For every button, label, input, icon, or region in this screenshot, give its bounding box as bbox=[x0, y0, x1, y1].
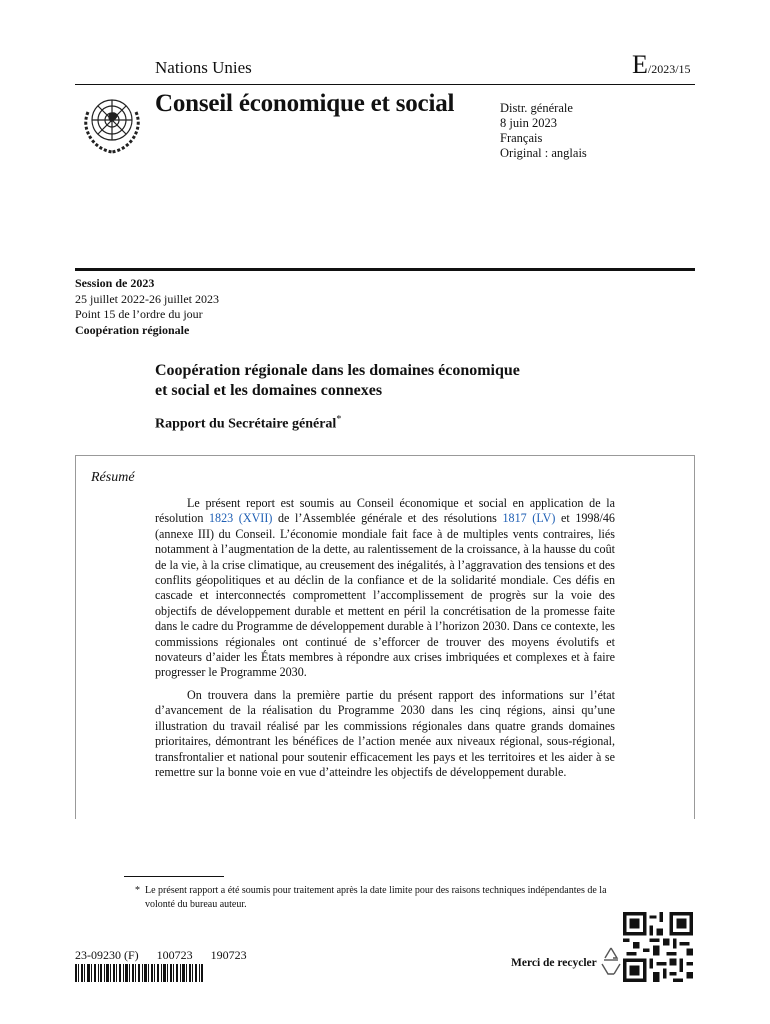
title-line: Coopération régionale dans les domaines économique bbox=[155, 362, 520, 379]
summary-paragraph bbox=[155, 496, 615, 681]
recycle-text: Merci de recycler bbox=[511, 957, 597, 969]
session-title: Session de 2023 bbox=[75, 276, 155, 290]
distribution-line: Original : anglais bbox=[500, 146, 587, 160]
date-stamp: 100723 bbox=[156, 948, 193, 962]
distribution-line: Français bbox=[500, 131, 543, 145]
resolution-link[interactable]: 1817 (LV) bbox=[502, 511, 556, 526]
footnote bbox=[135, 884, 615, 912]
session-rule bbox=[75, 268, 695, 271]
summary-paragraph: On trouvera dans la première partie du présent rapport des informations sur l’état d’avancement de la réalisation du Programme 2030 dans les cinq régions, ainsi qu’une illustration du travail réalisé par les commissions régionales dans quatre grands domaines prioritaires, démontrant les bénéfices de l’action menée aux niveaux régional, sous-régional, transfrontalier et national pour soutenir efficacement les pays et les territoires et les aider à se remettre sur la bonne voie en vue d’atteindre les objectifs de développement durable. bbox=[155, 687, 615, 779]
footnote-mark: * bbox=[135, 885, 140, 896]
agenda-topic: Coopération régionale bbox=[75, 322, 190, 337]
session-block bbox=[75, 276, 219, 338]
recycle-icon bbox=[598, 944, 624, 978]
job-number: 23-09230 (F) bbox=[75, 948, 139, 962]
council-title: Conseil économique et social bbox=[155, 90, 455, 117]
date-stamp: 190723 bbox=[210, 948, 247, 962]
subtitle-text: Rapport du Secrétaire général bbox=[155, 416, 337, 432]
document-subtitle bbox=[155, 414, 341, 433]
header-rule bbox=[75, 84, 695, 85]
session-dates: 25 juillet 2022-26 juillet 2023 bbox=[75, 291, 219, 306]
un-emblem-icon bbox=[78, 90, 146, 158]
text-run: de l’Assemblée générale et des résolutions bbox=[272, 511, 503, 526]
footnote-text: Le présent rapport a été soumis pour traitement après la date limite pour des raisons techniques indépendantes de la volonté du bureau auteur. bbox=[145, 885, 607, 910]
distribution-line: 8 juin 2023 bbox=[500, 116, 557, 130]
text-run: Le présent report est soumis au Conseil économique et social en application de la résolution bbox=[155, 496, 615, 526]
summary-heading: Résumé bbox=[91, 470, 135, 485]
agenda-item: Point 15 de l’ordre du jour bbox=[75, 307, 203, 321]
document-title bbox=[155, 361, 625, 401]
job-number-line bbox=[75, 948, 265, 963]
footnote-reference: * bbox=[336, 414, 342, 425]
distribution-line: Distr. générale bbox=[500, 101, 573, 115]
document-symbol bbox=[632, 50, 691, 80]
qr-code-icon bbox=[623, 912, 693, 982]
barcode-icon bbox=[75, 964, 203, 982]
footnote-rule bbox=[124, 876, 224, 877]
distribution-block bbox=[500, 101, 587, 161]
symbol-prefix: E bbox=[632, 50, 648, 79]
summary-text bbox=[155, 496, 615, 787]
symbol-suffix: /2023/15 bbox=[647, 62, 691, 76]
title-line: et social et les domaines connexes bbox=[155, 382, 383, 399]
org-name: Nations Unies bbox=[155, 58, 252, 77]
text-run: et 1998/46 (annexe III) du Conseil. L’économie mondiale fait face à de multiples vents contraires, liés notamment à l’augmentation de la dette, au ralentissement de la croissance, à la hausse du coût de la vie, à la crise climatique, au creusement des inégalités, à l’aggravation des tensions et des conflits géopolitiques et au déclin de la confiance et de la solidarité mondiale. Ces défis en cascade et interconnectés compromettent l’accomplissement de progrès sur la voie des objectifs de développement durable et mettent en péril la concrétisation de la promesse faite dans le cadre du Programme de développement durable à l’horizon 2030. Dans ce contexte, les commissions régionales ont continué de s’efforcer de trouver des moyens évolutifs et novateurs d’aider les États membres à répondre aux crises imbriquées et complexes et à faire progresser le Programme 2030. bbox=[155, 511, 615, 680]
resolution-link[interactable]: 1823 (XVII) bbox=[209, 511, 273, 526]
